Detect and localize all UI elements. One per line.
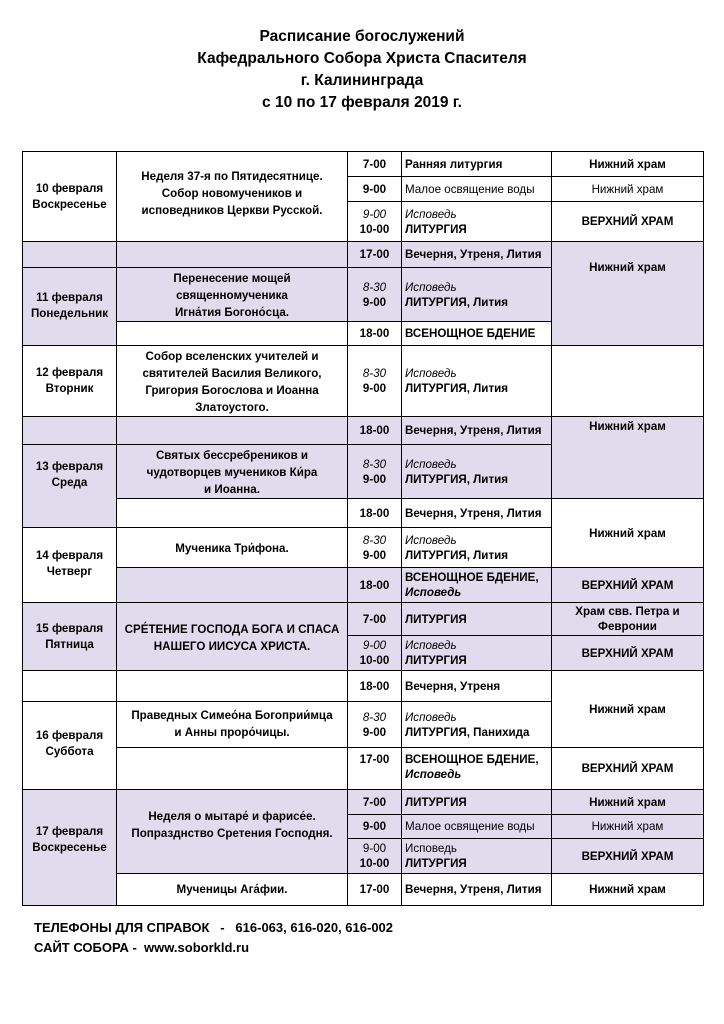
- service-cell: Исповедь ЛИТУРГИЯ: [402, 839, 552, 874]
- empty-cell: [23, 242, 117, 268]
- place-cell: Храм свв. Петра и Февронии: [552, 603, 704, 636]
- table-row: [23, 568, 704, 603]
- time-cell: 18-00: [348, 322, 402, 346]
- service-cell: Исповедь ЛИТУРГИЯ: [402, 202, 552, 242]
- service-cell: Исповедь ЛИТУРГИЯ, Лития: [402, 346, 552, 417]
- table-row: [23, 417, 704, 445]
- time-cell: 17-00: [348, 242, 402, 268]
- empty-cell: [117, 748, 348, 790]
- empty-cell: [117, 499, 348, 528]
- time-cell: 18-00: [348, 499, 402, 528]
- day-date-cell: 12 февраля Вторник: [23, 346, 117, 417]
- title-line-4: с 10 по 17 февраля 2019 г.: [262, 94, 462, 111]
- place-cell: Нижний храм: [552, 417, 704, 499]
- place-cell: ВЕРХНИЙ ХРАМ: [552, 202, 704, 242]
- empty-cell: [117, 568, 348, 603]
- empty-cell: [117, 242, 348, 268]
- day-date-cell: 11 февраля Понедельник: [23, 268, 117, 346]
- feast-cell: Праведных Симео́на Богоприи́мца и Анны проро́чицы.: [117, 702, 348, 748]
- time-cell: 8-30 9-00: [348, 702, 402, 748]
- page-title: [0, 26, 724, 114]
- time-cell: 7-00: [348, 790, 402, 815]
- table-row: [23, 152, 704, 177]
- footer: [34, 918, 393, 958]
- table-row: [23, 671, 704, 702]
- service-cell: Вечерня, Утреня, Лития: [402, 417, 552, 445]
- time-cell: 9-00 10-00: [348, 202, 402, 242]
- table-row: [23, 242, 704, 268]
- table-row: [23, 603, 704, 636]
- service-cell: Малое освящение воды: [402, 177, 552, 202]
- service-cell: Вечерня, Утреня: [402, 671, 552, 702]
- service-cell: Вечерня, Утреня, Лития: [402, 499, 552, 528]
- service-cell: Исповедь ЛИТУРГИЯ: [402, 636, 552, 671]
- service-cell: Исповедь ЛИТУРГИЯ, Лития: [402, 445, 552, 499]
- feast-cell: Мученицы Ага́фии.: [117, 874, 348, 906]
- feast-cell: Неделя о мытаре́ и фарисе́е. Попразднство Сретения Господня.: [117, 790, 348, 874]
- empty-cell: [23, 671, 117, 702]
- service-cell: Малое освящение воды: [402, 815, 552, 839]
- place-cell: ВЕРХНИЙ ХРАМ: [552, 636, 704, 671]
- time-cell: 8-30 9-00: [348, 346, 402, 417]
- table-row: [23, 499, 704, 528]
- table-row: [23, 790, 704, 815]
- place-cell: Нижний храм: [552, 790, 704, 815]
- time-cell: 18-00: [348, 671, 402, 702]
- day-date-cell: 10 февраля Воскресенье: [23, 152, 117, 242]
- feast-cell: Мученика Три́фона.: [117, 528, 348, 568]
- service-cell: ЛИТУРГИЯ: [402, 603, 552, 636]
- table-row: [23, 346, 704, 417]
- time-cell: 17-00: [348, 874, 402, 906]
- service-cell: ВСЕНОЩНОЕ БДЕНИЕ, Исповедь: [402, 748, 552, 790]
- place-cell: Нижний храм: [552, 152, 704, 177]
- day-date-cell: 14 февраля Четверг: [23, 528, 117, 603]
- empty-cell: [23, 417, 117, 445]
- empty-cell: [117, 417, 348, 445]
- time-cell: 17-00: [348, 748, 402, 790]
- day-date-cell: 13 февраля Среда: [23, 445, 117, 528]
- time-cell: 9-00: [348, 177, 402, 202]
- time-cell: 9-00: [348, 815, 402, 839]
- title-line-1: Расписание богослужений: [259, 28, 465, 45]
- time-cell: 18-00: [348, 568, 402, 603]
- time-cell: 8-30 9-00: [348, 268, 402, 322]
- empty-cell: [117, 671, 348, 702]
- place-cell: ВЕРХНИЙ ХРАМ: [552, 568, 704, 603]
- feast-cell: СРЕ́ТЕНИЕ ГОСПОДА БОГА И СПАСА НАШЕГО ИИСУСА ХРИСТА.: [117, 603, 348, 671]
- time-cell: 9-00 10-00: [348, 636, 402, 671]
- feast-cell: Неделя 37-я по Пятидесятнице. Собор новомучеников и исповедников Церкви Русской.: [117, 152, 348, 242]
- service-cell: Вечерня, Утреня, Лития: [402, 242, 552, 268]
- day-date-cell: 15 февраля Пятница: [23, 603, 117, 671]
- time-cell: 9-00 10-00: [348, 839, 402, 874]
- table-row: [23, 748, 704, 790]
- place-cell: Нижний храм: [552, 242, 704, 346]
- service-cell: Ранняя литургия: [402, 152, 552, 177]
- feast-cell: Собор вселенских учителей и святителей Василия Великого, Григория Богослова и Иоанна Златоустого.: [117, 346, 348, 417]
- place-cell: Нижний храм: [552, 815, 704, 839]
- service-cell: ВСЕНОЩНОЕ БДЕНИЕ, Исповедь: [402, 568, 552, 603]
- day-date-cell: 16 февраля Суббота: [23, 702, 117, 790]
- place-cell-merged: [552, 346, 704, 417]
- time-cell: 8-30 9-00: [348, 528, 402, 568]
- place-cell: Нижний храм: [552, 499, 704, 568]
- place-cell: ВЕРХНИЙ ХРАМ: [552, 748, 704, 790]
- service-cell: Исповедь ЛИТУРГИЯ, Лития: [402, 528, 552, 568]
- day-date-cell: 17 февраля Воскресенье: [23, 790, 117, 906]
- service-cell: Исповедь ЛИТУРГИЯ, Лития: [402, 268, 552, 322]
- service-cell: Исповедь ЛИТУРГИЯ, Панихида: [402, 702, 552, 748]
- title-line-3: г. Калининграда: [300, 72, 424, 89]
- place-cell: ВЕРХНИЙ ХРАМ: [552, 839, 704, 874]
- service-cell: ВСЕНОЩНОЕ БДЕНИЕ: [402, 322, 552, 346]
- footer-phones: ТЕЛЕФОНЫ ДЛЯ СПРАВОК - 616-063, 616-020, 616-002: [34, 920, 394, 935]
- service-cell: ЛИТУРГИЯ: [402, 790, 552, 815]
- place-cell: Нижний храм: [552, 874, 704, 906]
- title-line-2: Кафедрального Собора Христа Спасителя: [197, 50, 527, 67]
- service-cell: Вечерня, Утреня, Лития: [402, 874, 552, 906]
- feast-cell: Перенесение мощей священномученика Игна́тия Богоно́сца.: [117, 268, 348, 322]
- schedule-table: [22, 151, 704, 906]
- place-cell: Нижний храм: [552, 177, 704, 202]
- place-cell: Нижний храм: [552, 671, 704, 748]
- time-cell: 7-00: [348, 152, 402, 177]
- time-cell: 7-00: [348, 603, 402, 636]
- time-cell: 8-30 9-00: [348, 445, 402, 499]
- feast-cell: Святых бессребреников и чудотворцев мучеников Ки́ра и Иоанна.: [117, 445, 348, 499]
- time-cell: 18-00: [348, 417, 402, 445]
- empty-cell: [117, 322, 348, 346]
- footer-site: САЙТ СОБОРА - www.soborkld.ru: [34, 940, 250, 955]
- table-row: [23, 874, 704, 906]
